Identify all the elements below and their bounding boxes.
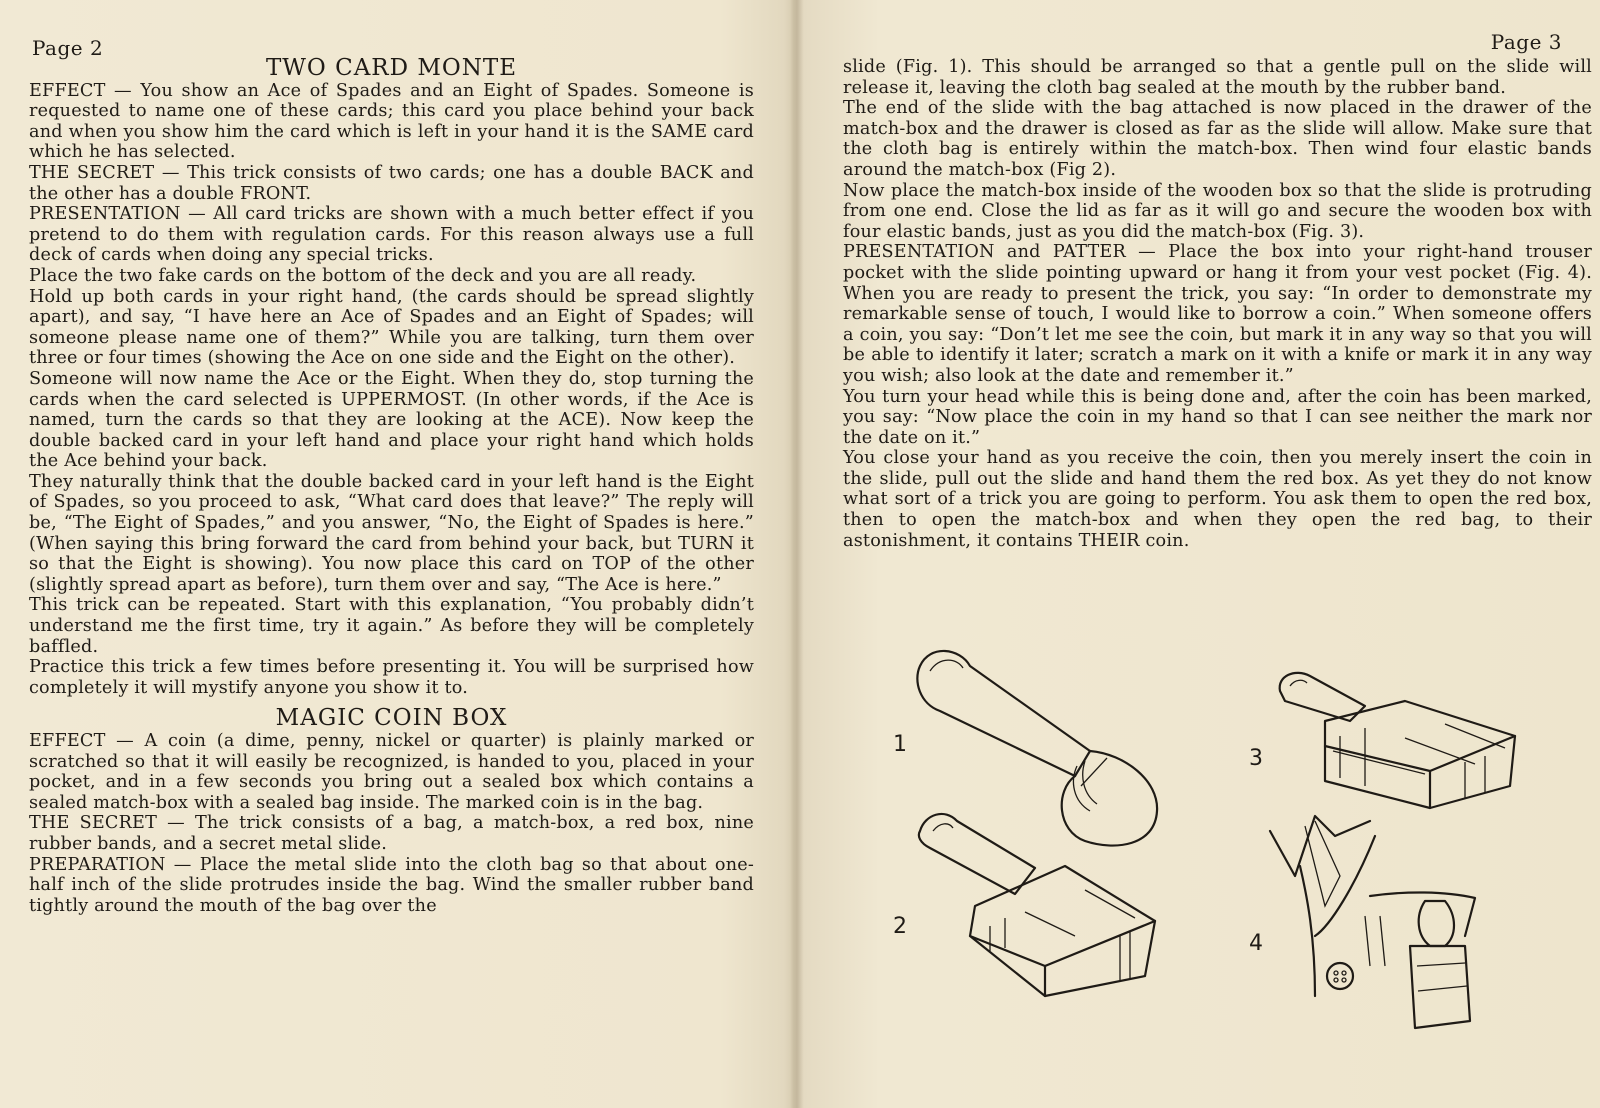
figures-panel — [845, 636, 1585, 1076]
paragraph: PRESENTATION and PATTER — Place the box into your right-hand trouser pocket with the slide pointing upward or hang it from your vest pocket (Fig. 4). When you are ready to present the trick, you say: “In order to demonstrate my remarkable sense of touch, I would like to borrow a coin.” When someone offers a coin, you say: “Don’t let me see the coin, but mark it in any way so that you will be able to identify it later; scratch a mark on it with a knife or mark it in any way you wish; also look at the date and remember it.” — [843, 242, 1592, 386]
left-column — [29, 55, 754, 916]
paragraph: Hold up both cards in your right hand, (the cards should be spread slightly apart), and say, “I have here an Ace of Spades and an Eight of Spades; will someone please name one of them?” While you are talking, turn them over three or four times (showing the Ace on one side and the Eight on the other). — [29, 286, 754, 369]
fig4-vest-drawing — [1270, 816, 1475, 1028]
fig2-matchbox-drawing — [919, 814, 1155, 996]
figure-label-3: 3 — [1249, 746, 1263, 771]
figure-label-2: 2 — [893, 914, 907, 939]
paragraph: Someone will now name the Ace or the Eight. When they do, stop turning the cards when the card selected is UPPERMOST. (In other words, if the Ace is named, turn the cards so that they are looking at the ACE). Now keep the double backed card in your left hand and place your right hand which holds the Ace behind your back. — [29, 368, 754, 472]
paragraph: EFFECT — You show an Ace of Spades and an Eight of Spades. Someone is requested to name one of these cards; this card you place behind your back and when you show him the card which is left in your hand it is the SAME card which he has selected. — [29, 80, 754, 163]
book-spine — [790, 0, 804, 1108]
page-number-right: Page 3 — [1490, 30, 1562, 54]
paragraph: THE SECRET — This trick consists of two cards; one has a double BACK and the other has a double FRONT. — [29, 162, 754, 204]
paragraph: slide (Fig. 1). This should be arranged so that a gentle pull on the slide will release it, leaving the cloth bag sealed at the mouth by the rubber band. — [843, 57, 1592, 98]
right-column — [843, 57, 1592, 551]
paragraph: The end of the slide with the bag attached is now placed in the drawer of the match-box and the drawer is closed as far as the slide will allow. Make sure that the cloth bag is entirely within the match-box. Then wind four elastic bands around the match-box (Fig 2). — [843, 98, 1592, 180]
paragraph: You close your hand as you receive the coin, then you merely insert the coin in the slide, pull out the slide and hand them the red box. As yet they do not know what sort of a trick you are going to perform. You ask them to open the red box, then to open the match-box and when they open the red bag, to their astonishment, it contains THEIR coin. — [843, 448, 1592, 551]
title-magic-coin-box: MAGIC COIN BOX — [275, 705, 508, 732]
fig3-wooden-box-drawing — [1280, 673, 1515, 808]
paragraph: They naturally think that the double backed card in your left hand is the Eight of Spades, so you proceed to ask, “What card does that leave?” The reply will be, “The Eight of Spades,” and you answer, “No, the Eight of Spades is here.” (When saying this bring forward the card from behind your back, but TURN it so that the Eight is showing). You now place this card on TOP of the other (slightly spread apart as before), turn them over and say, “The Ace is here.” — [29, 471, 754, 595]
left-page — [0, 0, 790, 1108]
paragraph: Now place the match-box inside of the wooden box so that the slide is protruding from one end. Close the lid as far as it will go and secure the wooden box with four elastic bands, just as you did the match-box (Fig. 3). — [843, 180, 1592, 242]
paragraph: Practice this trick a few times before presenting it. You will be surprised how completely it will mystify anyone you show it to. — [29, 657, 754, 698]
paragraph: PREPARATION — Place the metal slide into the cloth bag so that about one-half inch of the slide protrudes inside the bag. Wind the smaller rubber band tightly around the mouth of the bag over the — [29, 854, 754, 916]
figure-label-4: 4 — [1249, 931, 1263, 956]
paragraph: You turn your head while this is being done and, after the coin has been marked, you say: “Now place the coin in my hand so that I can see neither the mark nor the date on it.” — [843, 386, 1592, 448]
title-two-card-monte: TWO CARD MONTE — [265, 55, 518, 81]
page-number-left: Page 2 — [32, 36, 104, 60]
paragraph: PRESENTATION — All card tricks are shown with a much better effect if you pretend to do them with regulation cards. For this reason always use a full deck of cards when doing any special tricks. — [29, 204, 754, 266]
paragraph: THE SECRET — The trick consists of a bag, a match-box, a red box, nine rubber bands, and a secret metal slide. — [29, 813, 754, 854]
paragraph: This trick can be repeated. Start with this explanation, “You probably didn’t understand me the first time, try it again.” As before they will be completely baffled. — [29, 595, 754, 657]
figure-illustrations — [845, 636, 1585, 1076]
figure-label-1: 1 — [893, 732, 907, 757]
paragraph: Place the two fake cards on the bottom of the deck and you are all ready. — [29, 265, 697, 286]
paragraph: EFFECT — A coin (a dime, penny, nickel or quarter) is plainly marked or scratched so that it will easily be recognized, is handed to you, placed in your pocket, and in a few seconds you bring out a sealed box which contains a sealed match-box with a sealed bag inside. The marked coin is in the bag. — [29, 731, 754, 813]
